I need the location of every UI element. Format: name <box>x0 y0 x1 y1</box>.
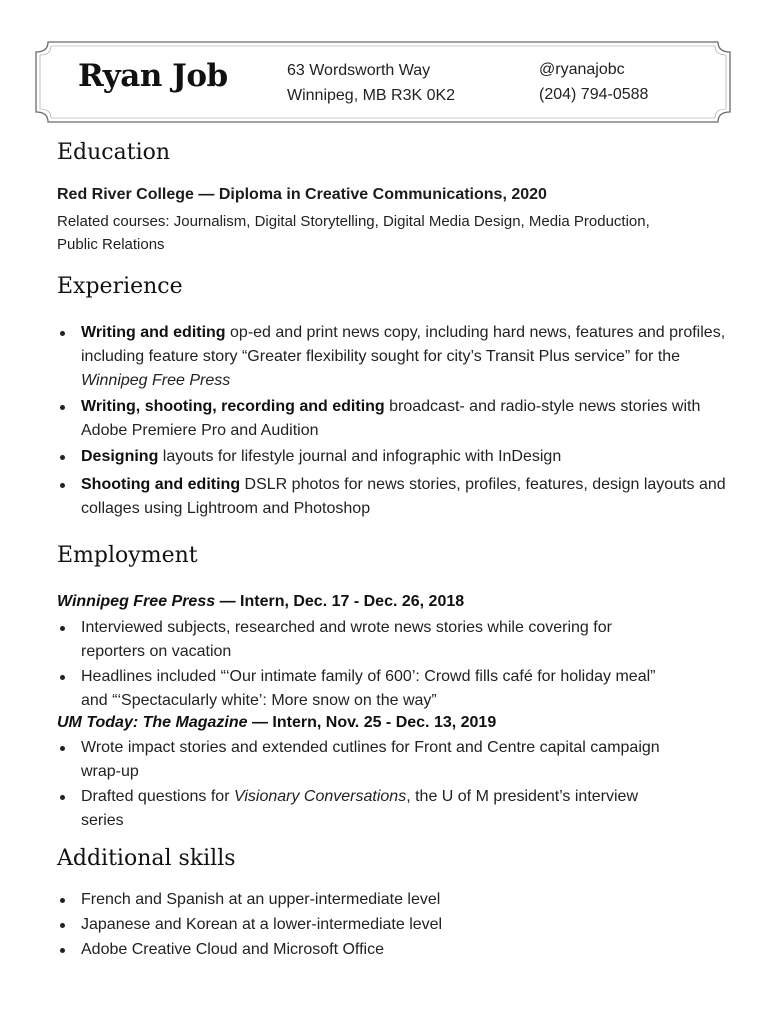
experience-item-lead: Writing, shooting, recording and editing <box>81 398 385 415</box>
social-handle: @ryanajobc <box>539 61 625 78</box>
employer-name: Winnipeg Free Press <box>57 593 216 610</box>
job-title-line <box>57 593 464 611</box>
job-bullets <box>57 616 677 713</box>
employer-name: UM Today: The Magazine <box>57 714 248 731</box>
job-title-line <box>57 714 496 732</box>
skill-item: Japanese and Korean at a lower-intermediate level <box>57 913 677 937</box>
job-bullet: Interviewed subjects, researched and wrote news stories while covering for reporters on vacation <box>57 616 677 664</box>
address-line-2: Winnipeg, MB R3K 0K2 <box>287 87 456 104</box>
skills-heading: Additional skills <box>57 846 236 871</box>
school-name: Red River College <box>57 186 194 203</box>
experience-item-text: op-ed and print news copy, including hard news, features and profiles, including feature story “Greater flexibility sought for city’s Transit Plus service” for the <box>81 324 726 365</box>
experience-item-lead: Shooting and editing <box>81 476 241 493</box>
skill-item: Adobe Creative Cloud and Microsoft Office <box>57 938 677 962</box>
skill-item: French and Spanish at an upper-intermediate level <box>57 888 677 912</box>
experience-item <box>57 395 737 443</box>
experience-item-text: layouts for lifestyle journal and infographic with InDesign <box>158 448 562 465</box>
experience-item-publication: Winnipeg Free Press <box>81 372 231 389</box>
graduation-year: , 2020 <box>502 186 547 203</box>
experience-item-lead: Writing and editing <box>81 324 226 341</box>
experience-item <box>57 445 737 469</box>
education-separator: — <box>193 186 219 203</box>
applicant-name: Ryan Job <box>78 58 228 94</box>
education-degree <box>57 186 547 204</box>
job-role-dates: — Intern, Nov. 25 - Dec. 13, 2019 <box>247 714 497 731</box>
experience-list <box>57 321 737 521</box>
contact-block <box>539 57 648 107</box>
phone-number: (204) 794-0588 <box>539 86 649 103</box>
related-courses: Related courses: Journalism, Digital Storytelling, Digital Media Design, Media Production, Public Relations <box>57 213 650 253</box>
job-bullet <box>57 785 677 833</box>
job-bullet: Wrote impact stories and extended cutlines for Front and Centre capital campaign wrap-up <box>57 736 677 784</box>
address-line-1: 63 Wordsworth Way <box>287 62 431 79</box>
job-bullet-text: , the U of M president’s interview series <box>81 788 639 829</box>
employment-heading: Employment <box>57 543 198 568</box>
skills-list <box>57 888 677 962</box>
job-bullet-text: Drafted questions for <box>81 788 234 805</box>
address-block <box>287 58 455 108</box>
experience-heading: Experience <box>57 274 183 299</box>
experience-item-lead: Designing <box>81 448 159 465</box>
experience-item <box>57 473 737 521</box>
series-title: Visionary Conversations <box>233 788 407 805</box>
program-name: Diploma in Creative Communications <box>218 186 503 203</box>
experience-item <box>57 321 737 393</box>
job-bullet: Headlines included “‘Our intimate family of 600’: Crowd fills café for holiday meal” and “‘Spectacularly white’: More snow on the way” <box>57 665 677 713</box>
experience-item-text: DSLR photos for news stories, profiles, features, design layouts and collages using Lightroom and Photoshop <box>81 476 726 517</box>
job-bullets <box>57 736 677 833</box>
job-role-dates: — Intern, Dec. 17 - Dec. 26, 2018 <box>215 593 465 610</box>
education-heading: Education <box>57 140 171 165</box>
experience-item-text: broadcast- and radio-style news stories with Adobe Premiere Pro and Audition <box>81 398 701 439</box>
